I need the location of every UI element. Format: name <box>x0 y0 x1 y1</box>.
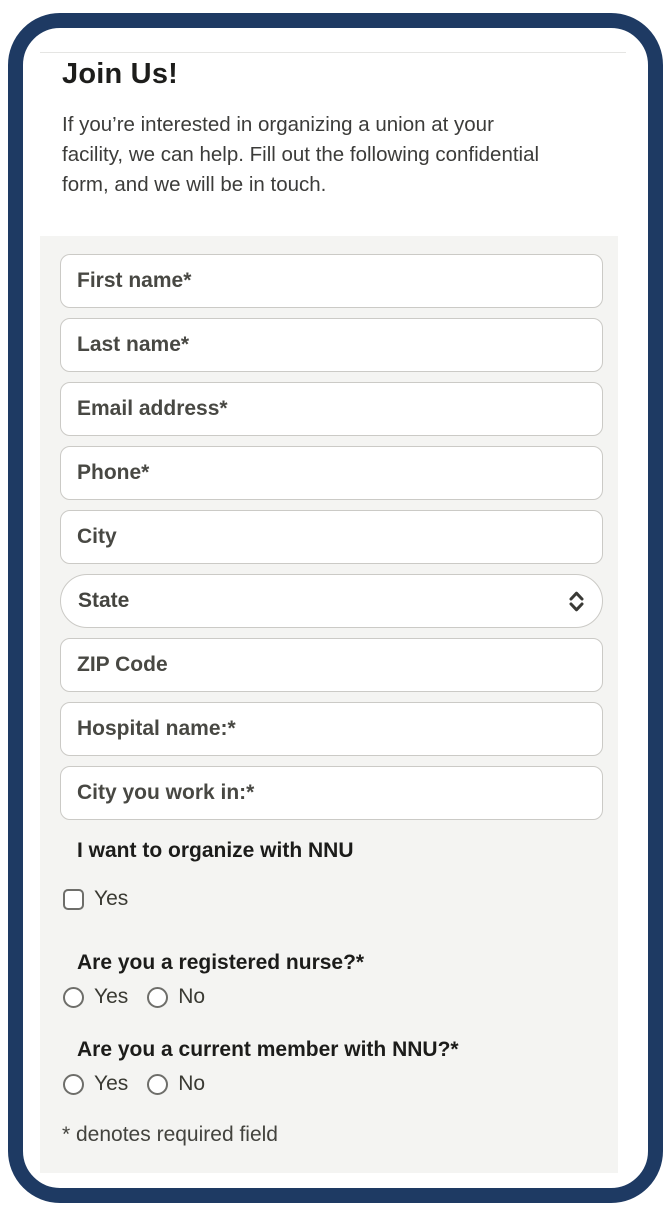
top-divider <box>40 52 626 53</box>
last-name-input[interactable] <box>60 318 603 372</box>
registered-nurse-no-radio[interactable] <box>147 987 168 1008</box>
city-input[interactable] <box>60 510 603 564</box>
current-member-no-label[interactable]: No <box>178 1072 206 1095</box>
intro-line: If you’re interested in organizing a union at your <box>62 113 494 136</box>
hospital-name-input[interactable] <box>60 702 603 756</box>
current-member-no-option[interactable] <box>147 1072 205 1096</box>
required-field-note: * denotes required field <box>62 1123 278 1146</box>
current-member-yes-radio[interactable] <box>63 1074 84 1095</box>
zip-code-input[interactable] <box>60 638 603 692</box>
page-title: Join Us! <box>62 58 178 90</box>
registered-nurse-options <box>63 984 603 1010</box>
join-us-card <box>8 13 663 1203</box>
registered-nurse-no-option[interactable] <box>147 985 205 1009</box>
email-input[interactable] <box>60 382 603 436</box>
organize-yes-checkbox[interactable] <box>63 889 84 910</box>
form-panel <box>40 236 618 1173</box>
intro-text <box>62 110 539 200</box>
state-select[interactable] <box>60 574 603 628</box>
registered-nurse-no-label[interactable]: No <box>178 985 206 1008</box>
phone-input[interactable] <box>60 446 603 500</box>
work-city-input[interactable] <box>60 766 603 820</box>
current-member-yes-label[interactable]: Yes <box>94 1072 129 1095</box>
state-select-value: State <box>78 589 130 612</box>
first-name-input[interactable] <box>60 254 603 308</box>
current-member-yes-option[interactable] <box>63 1072 128 1096</box>
current-member-no-radio[interactable] <box>147 1074 168 1095</box>
current-member-options <box>63 1071 603 1097</box>
current-member-label: Are you a current member with NNU?* <box>77 1038 459 1061</box>
registered-nurse-label: Are you a registered nurse?* <box>77 951 365 974</box>
select-updown-chevron-icon <box>568 590 585 613</box>
registered-nurse-yes-radio[interactable] <box>63 987 84 1008</box>
organize-with-nnu-label: I want to organize with NNU <box>77 839 354 862</box>
intro-line: form, and we will be in touch. <box>62 173 327 196</box>
organize-yes-label[interactable]: Yes <box>94 887 129 910</box>
organize-yes-option[interactable] <box>63 886 603 912</box>
intro-line: facility, we can help. Fill out the following confidential <box>62 143 540 166</box>
registered-nurse-yes-label[interactable]: Yes <box>94 985 129 1008</box>
registered-nurse-yes-option[interactable] <box>63 985 128 1009</box>
